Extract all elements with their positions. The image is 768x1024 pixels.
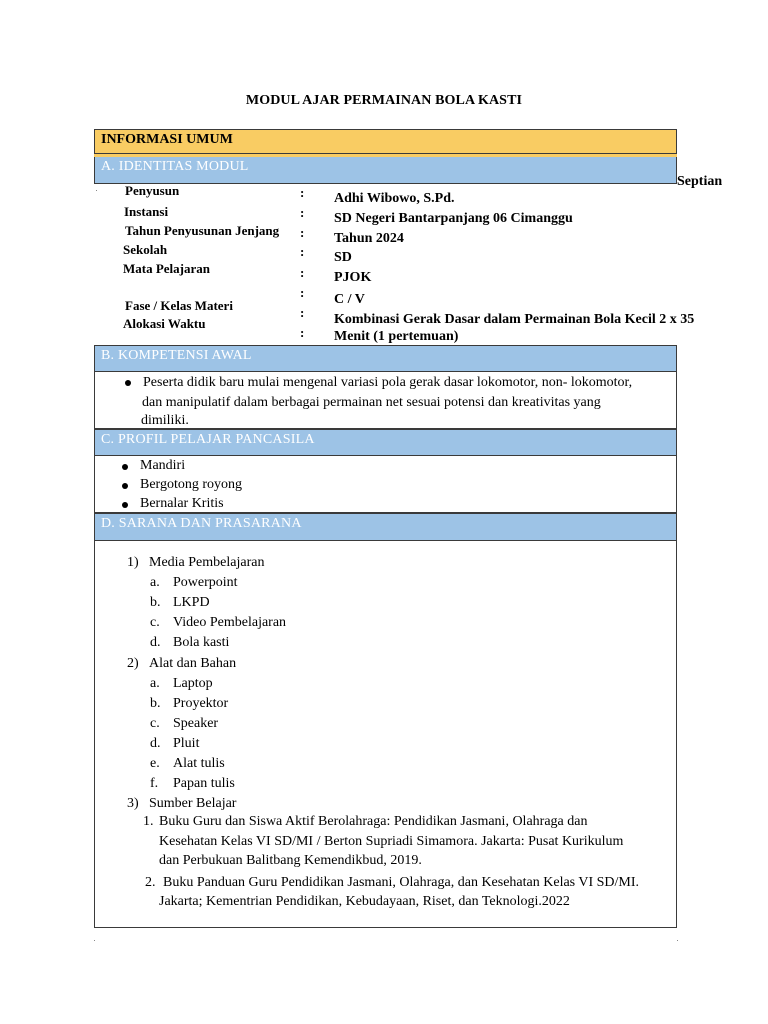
alat-item: Pluit — [173, 736, 200, 751]
profil-item: Mandiri — [140, 458, 186, 473]
corner-mark — [96, 190, 97, 191]
media-item: Powerpoint — [173, 575, 238, 590]
value-instansi: SD Negeri Bantarpanjang 06 Cimanggu — [334, 211, 573, 226]
profil-item: Bernalar Kritis — [140, 496, 224, 511]
colon: : — [300, 244, 305, 259]
section-c-header: C. PROFIL PELAJAR PANCASILA — [94, 429, 677, 456]
list-number: 3) — [127, 796, 139, 811]
colon: : — [300, 205, 305, 220]
label-tahun-jenjang: Tahun Penyusunan Jenjang — [125, 223, 280, 238]
reference-1-line-2: Kesehatan Kelas VI SD/MI / Berton Supriadi Simamora. Jakarta: Pusat Kurikulum — [159, 834, 624, 849]
section-b-header: B. KOMPETENSI AWAL — [94, 345, 677, 372]
reference-1-line-1: Buku Guru dan Siswa Aktif Berolahraga: Pendidikan Jasmani, Olahraga dan — [159, 814, 588, 829]
kompetensi-line-1: Peserta didik baru mulai mengenal variasi pola gerak dasar lokomotor, non- lokomotor, — [143, 375, 633, 390]
label-penyusun: Penyusun — [125, 183, 180, 198]
bullet-icon — [122, 483, 128, 489]
kompetensi-line-2: dan manipulatif dalam berbagai permainan net sesuai potensi dan kreativitas yang — [142, 395, 601, 410]
penyusun-name-overflow: Septian — [677, 174, 723, 189]
value-fase-kelas: C / V — [334, 292, 365, 307]
colon: : — [300, 225, 305, 240]
colon: : — [300, 285, 305, 300]
colon: : — [300, 325, 305, 340]
label-fase-materi: Fase / Kelas Materi — [125, 298, 233, 313]
list-number: 2) — [127, 656, 139, 671]
list-letter: a. — [150, 676, 160, 691]
media-item: Video Pembelajaran — [173, 615, 287, 630]
bullet-icon — [125, 380, 131, 386]
list-letter: c. — [150, 716, 160, 731]
alat-item: Laptop — [173, 676, 213, 691]
value-alokasi-waktu: Menit (1 pertemuan) — [334, 329, 459, 344]
alat-item: Papan tulis — [173, 776, 235, 791]
list-letter: e. — [150, 756, 160, 771]
media-item: LKPD — [173, 595, 210, 610]
value-mata-pelajaran: PJOK — [334, 270, 372, 285]
label-mata-pelajaran: Mata Pelajaran — [123, 261, 211, 276]
value-penyusun: Adhi Wibowo, S.Pd. — [334, 191, 455, 206]
page-title: MODUL AJAR PERMAINAN BOLA KASTI — [245, 93, 523, 108]
list-letter: f. — [150, 776, 159, 791]
bullet-icon — [122, 464, 128, 470]
reference-number: 1. — [143, 814, 154, 829]
informasi-umum-header: INFORMASI UMUM — [94, 129, 677, 154]
label-instansi: Instansi — [124, 204, 169, 219]
alat-item: Proyektor — [173, 696, 229, 711]
media-pembelajaran-heading: Media Pembelajaran — [149, 555, 265, 570]
bullet-icon — [122, 502, 128, 508]
colon: : — [300, 185, 305, 200]
label-alokasi-waktu: Alokasi Waktu — [123, 316, 206, 331]
list-number: 1) — [127, 555, 139, 570]
list-letter: a. — [150, 575, 160, 590]
reference-2-line-2: Jakarta; Kementrian Pendidikan, Kebudayaan, Riset, dan Teknologi.2022 — [159, 894, 570, 909]
colon: : — [300, 305, 305, 320]
section-d-header: D. SARANA DAN PRASARANA — [94, 513, 677, 541]
value-tahun: Tahun 2024 — [334, 231, 404, 246]
corner-mark — [94, 940, 95, 941]
list-letter: d. — [150, 736, 161, 751]
reference-number: 2. — [145, 875, 156, 890]
corner-mark — [677, 940, 678, 941]
reference-1-line-3: dan Perbukuan Balitbang Kemendikbud, 2019. — [159, 853, 422, 868]
value-jenjang: SD — [334, 250, 352, 265]
alat-item: Speaker — [173, 716, 219, 731]
sumber-belajar-heading: Sumber Belajar — [149, 796, 237, 811]
kompetensi-line-3: dimiliki. — [141, 413, 189, 428]
reference-2-line-1: Buku Panduan Guru Pendidikan Jasmani, Olahraga, dan Kesehatan Kelas VI SD/MI. — [163, 875, 640, 890]
label-sekolah: Sekolah — [123, 242, 168, 257]
list-letter: d. — [150, 635, 161, 650]
colon: : — [300, 265, 305, 280]
section-a-header: A. IDENTITAS MODUL — [94, 157, 677, 184]
alat-item: Alat tulis — [173, 756, 225, 771]
list-letter: b. — [150, 595, 161, 610]
profil-item: Bergotong royong — [140, 477, 243, 492]
media-item: Bola kasti — [173, 635, 230, 650]
list-letter: c. — [150, 615, 160, 630]
list-letter: b. — [150, 696, 161, 711]
alat-bahan-heading: Alat dan Bahan — [149, 656, 237, 671]
value-materi: Kombinasi Gerak Dasar dalam Permainan Bola Kecil 2 x 35 — [334, 312, 695, 327]
